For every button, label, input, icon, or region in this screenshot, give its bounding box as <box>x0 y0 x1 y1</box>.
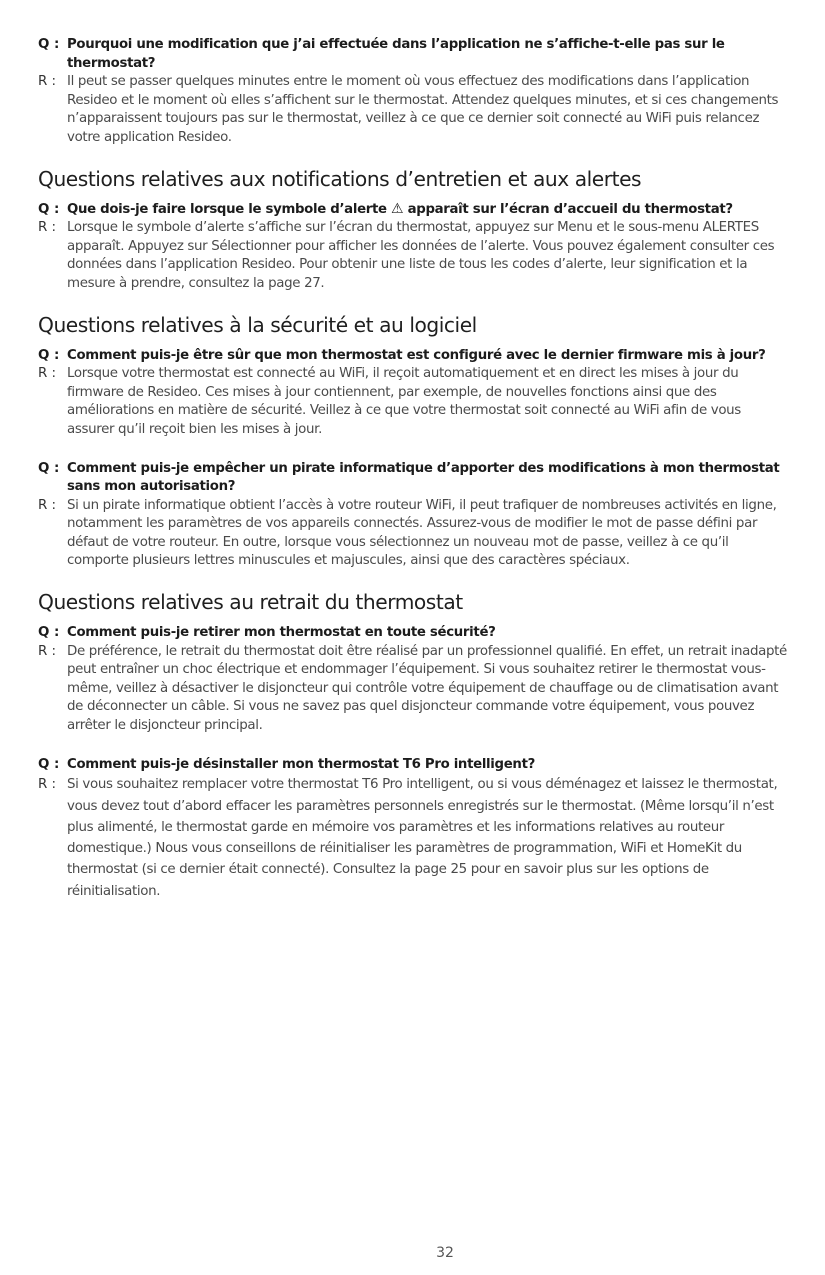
faq-item-uninstall <box>38 756 790 902</box>
page-number: 32 <box>436 1245 454 1261</box>
answer <box>38 73 790 147</box>
answer <box>38 774 790 902</box>
question-label: Q : <box>38 347 60 363</box>
question-text <box>67 201 790 220</box>
answer-label: R : <box>38 643 57 659</box>
question <box>38 201 790 220</box>
faq-item-safe-removal <box>38 624 790 736</box>
question-text: Comment puis-je désinstaller mon thermostat T6 Pro intelligent? <box>67 756 536 772</box>
question-label: Q : <box>38 625 60 641</box>
question <box>38 756 790 775</box>
warning-triangle-icon: ⚠ <box>391 200 404 217</box>
faq-item-hacker <box>38 460 790 572</box>
answer-text: Lorsque votre thermostat est connecté au WiFi, il reçoit automatiquement et en direct les mises à jour du firmware de Resideo. Ces mises à jour contiennent, par exemple, de nouvelles fonctions ainsi que des améliorations en matière de sécurité. Veillez à ce que votre thermostat soit connecté au WiFi afin de vous assurer qu’il reçoit bien les mises à jour. <box>67 366 741 437</box>
faq-item-app-changes <box>38 36 790 148</box>
answer-text: De préférence, le retrait du thermostat doit être réalisé par un professionnel qualifié. En effet, un retrait inadapté peut entraîner un choc électrique et endommager l’équipement. Si vous souhaitez retirer le thermostat vous-même, veillez à désactiver le disjoncteur qui contrôle votre équipement de chauffage ou de climatisation avant de déconnecter un câble. Si vous ne savez pas quel disjoncteur commande votre équipement, vous pouvez arrêter le disjoncteur principal. <box>67 643 787 734</box>
section-heading-removal: Questions relatives au retrait du thermostat <box>38 590 463 615</box>
question-text-part: Que dois-je faire lorsque le symbole d’alerte <box>67 201 392 217</box>
question-text: Comment puis-je retirer mon thermostat en toute sécurité? <box>67 625 496 641</box>
question <box>38 36 790 73</box>
question-label: Q : <box>38 756 60 772</box>
answer-label: R : <box>38 366 57 382</box>
answer-label: R : <box>38 220 57 236</box>
question <box>38 460 790 497</box>
question-text: Comment puis-je être sûr que mon thermostat est configuré avec le dernier firmware mis à jour? <box>67 347 766 363</box>
answer-text: Si un pirate informatique obtient l’accès à votre routeur WiFi, il peut trafiquer de nombreuses activités en ligne, notamment les paramètres de vos appareils connectés. Assurez-vous de modifier le mot de passe défini par défaut de votre routeur. En outre, lorsque vous sélectionnez un nouveau mot de passe, veillez à ce qu’il comporte plusieurs lettres minuscules et majuscules, ainsi que des caractères spéciaux. <box>67 497 777 569</box>
question-text: Comment puis-je empêcher un pirate informatique d’apporter des modifications à mon thermostat sans mon autorisation? <box>67 460 780 495</box>
answer-label: R : <box>38 497 57 513</box>
answer-text: Lorsque le symbole d’alerte s’affiche sur l’écran du thermostat, appuyez sur Menu et le sous-menu ALERTES apparaît. Appuyez sur Sélectionner pour afficher les données de l’alerte. Vous pouvez également consulter ces données dans l’application Resideo. Pour obtenir une liste de tous les codes d’alerte, leur signification et la mesure à prendre, consultez la page 27. <box>67 220 775 291</box>
question <box>38 624 790 643</box>
question-label: Q : <box>38 460 60 476</box>
question-text-part: apparaît sur l’écran d’accueil du thermostat? <box>403 201 733 217</box>
faq-item-alert-symbol <box>38 201 790 294</box>
answer-text: Il peut se passer quelques minutes entre le moment où vous effectuez des modifications dans l’application Resideo et le moment où elles s’affichent sur le thermostat. Attendez quelques minutes, et si ces changements n’apparaissent toujours pas sur le thermostat, veillez à ce que ce dernier soit connecté au WiFi puis relancez votre application Resideo. <box>67 74 779 145</box>
answer-label: R : <box>38 74 57 90</box>
faq-page <box>38 36 790 902</box>
faq-item-firmware <box>38 347 790 440</box>
section-heading-alerts: Questions relatives aux notifications d’entretien et aux alertes <box>38 166 642 191</box>
answer-label: R : <box>38 777 57 793</box>
question-text: Pourquoi une modification que j’ai effectuée dans l’application ne s’affiche-t-elle pas sur le thermostat? <box>67 37 725 71</box>
answer-text: Si vous souhaitez remplacer votre thermostat T6 Pro intelligent, ou si vous déménagez et laissez le thermostat, vous devez tout d’abord effacer les paramètres personnels enregistrés sur le thermostat. (Même lorsqu’il n’est plus alimenté, le thermostat garde en mémoire vos paramètres et les informations relatives au routeur domestique.) Nous vous conseillons de réinitialiser les paramètres de programmation, WiFi et HomeKit du thermostat (si ce dernier était connecté). Consultez la page 25 pour en savoir plus sur les options de réinitialisation. <box>67 777 778 899</box>
answer <box>38 643 790 736</box>
question-label: Q : <box>38 37 60 52</box>
question-label: Q : <box>38 201 60 217</box>
answer <box>38 365 790 439</box>
answer <box>38 219 790 293</box>
question <box>38 347 790 366</box>
section-heading-security: Questions relatives à la sécurité et au logiciel <box>38 312 477 337</box>
answer <box>38 497 790 571</box>
